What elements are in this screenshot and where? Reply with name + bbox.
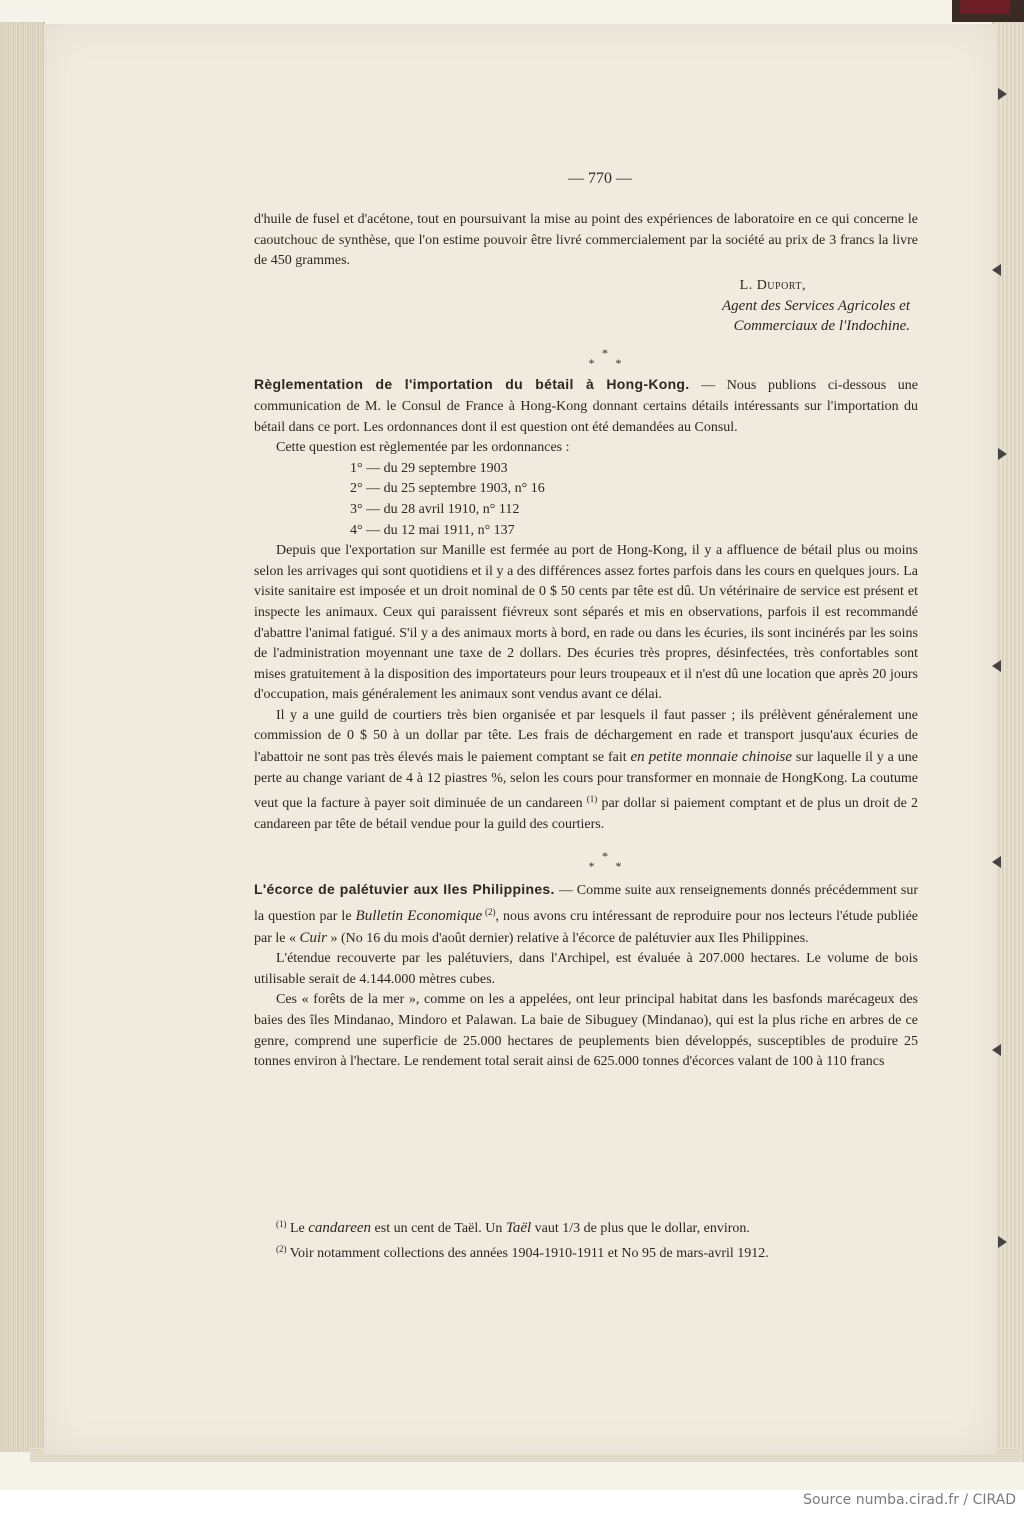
text-run: sur laquelle il y a une perte au change variant de 4 à 12 piastres %, selon les cours pour transformer en monnaie de HongKong. La coutume veut que la facture à payer soit diminuée de un candareen [254, 750, 918, 812]
separator-top-star: * [602, 849, 608, 864]
italic-title: Bulletin Economique [355, 908, 483, 925]
section1-lead-text: — Nous publions ci-dessous une communication de M. le Consul de France à Hong-Kong donnant certains détails intéressants sur l'importation du bétail dans ce port. Les ordonnances dont il est question ont été demandées au Consul. [254, 378, 919, 435]
page-stack-left [0, 22, 45, 1452]
signature-name: L. Duport, [739, 277, 806, 293]
text-run: » (No 16 du mois d'août dernier) relative à l'écorce de palétuvier aux Iles Philippines. [327, 930, 809, 946]
separator-star-pair: * * [588, 859, 622, 874]
text-run: par dollar si paiement comptant et de plus un droit de 2 candareen par tête de bétail vendue pour la guild des courtiers. [254, 796, 918, 832]
text-run: est un cent de Taël. Un [371, 1221, 506, 1236]
page-body [254, 210, 918, 1073]
page-tab-marker [998, 448, 1007, 460]
source-credit: Source numba.cirad.fr / CIRAD [803, 1492, 1016, 1508]
signature-role-line2: Commerciaux de l'Indochine. [733, 318, 910, 335]
text-run: — Comme suite aux renseignements donnés précédemment sur la question par le [254, 883, 918, 925]
page-stack-right [992, 22, 1024, 1462]
text-run: Le [286, 1221, 309, 1236]
signature-role-line1: Agent des Services Agricoles et [722, 298, 910, 315]
italic-title: Cuir [299, 929, 327, 946]
section1-paragraph-3: Depuis que l'exportation sur Manille est fermée au port de Hong-Kong, il y a affluence de bétail plus ou moins selon les arrivages qui sont quotidiens et il y a des différences assez fortes parfois dans les cours en quelques jours. La visite sanitaire est imposée et un droit nominal de 0 $ 50 cents par tête est dû. Un vétérinaire de service est présent et inspecte les animaux. Ceux qui paraissent fiévreux sont séparés et mis en observations, parfois il est recommandé d'abattre l'animal fatigué. S'il y a des animaux morts à bord, en rade ou dans les écuries, ils sont incinérés par les soins de l'administration moyennant une taxe de 2 dollars. Des écuries très propres, désinfectées, très confortables sont mises gratuitement à la disposition des importateurs pour leurs troupeaux et il n'est dû une location que après 20 jours d'occupation, mais généralement les animaux sont vendus avant ce délai. [254, 543, 918, 703]
page-tab-marker [992, 660, 1001, 672]
separator-top-star: * [602, 346, 608, 361]
section2-heading: L'écorce de palétuvier aux Iles Philippines. [254, 881, 555, 898]
footnote-mark: (1) [276, 1219, 287, 1229]
section2-paragraph-2: L'étendue recouverte par les palétuviers, dans l'Archipel, est évaluée à 207.000 hectares. Le volume de bois utilisable serait de 4.144.000 mètres cubes. [254, 951, 918, 987]
page-number: — 770 — [568, 170, 632, 187]
book-spine-band [960, 0, 1010, 14]
intro-paragraph: d'huile de fusel et d'acétone, tout en poursuivant la mise au point des expériences de laboratoire en ce qui concerne le caoutchouc de synthèse, que l'on estime pouvoir être livré commercialement par la société au prix de 3 francs la livre de 450 grammes. [254, 212, 918, 269]
section1-paragraph-2: Cette question est règlementée par les ordonnances : [276, 440, 570, 456]
page-tab-marker [998, 88, 1007, 100]
footnote-reference: (2) [482, 907, 496, 918]
ordinance-item: 2° — du 25 septembre 1903, n° 16 [350, 481, 545, 497]
footnotes [254, 1214, 918, 1264]
page-tab-marker [992, 264, 1001, 276]
footnote-2 [254, 1239, 918, 1264]
italic-term: candareen [308, 1220, 372, 1236]
separator-star-pair: * * [588, 356, 622, 371]
ordinance-item: 3° — du 28 avril 1910, n° 112 [350, 501, 520, 517]
ordinance-item: 1° — du 29 septembre 1903 [350, 460, 508, 476]
text-run: vaut 1/3 de plus que le dollar, environ. [531, 1221, 750, 1236]
footnote-mark: (2) [276, 1244, 287, 1254]
page-tab-marker [992, 1044, 1001, 1056]
text-run: Il y a une guild de courtiers très bien organisée et par lesquels il faut passer ; ils prélèvent généralement une commission de 0 $ 50 à un dollar par tête. Les frais de déchargement en rade et transport jusqu'aux écuries de l'abattoir ne sont pas très élevés mais le paiement comptant se fait [254, 707, 918, 766]
footnote-reference: (1) [586, 794, 598, 805]
section1-paragraph-4 [254, 706, 918, 836]
text-run: Voir notamment collections des années 1904-1910-1911 et No 95 de mars-avril 1912. [286, 1246, 769, 1261]
text-run: , nous avons cru intéressant de reproduire pour nos lecteurs l'étude publiée par le « [254, 909, 919, 946]
section2-paragraph-3: Ces « forêts de la mer », comme on les a appelées, ont leur principal habitat dans les basfonds marécageux des baies des îles Mindanao, Mindoro et Palawan. La baie de Sibuguey (Mindanao), qui est la plus riche en arbres de ce genre, comprend une superficie de 25.000 hectares de peuplements bien développés, susceptibles de produire 25 tonnes environ à l'hectare. Le rendement total serait ainsi de 625.000 tonnes d'écorces valant de 100 à 110 francs [254, 992, 918, 1070]
section-separator [292, 849, 918, 874]
ordinance-item: 4° — du 12 mai 1911, n° 137 [350, 522, 515, 538]
page-tab-marker [998, 1236, 1007, 1248]
section1-heading: Règlementation de l'importation du bétail à Hong-Kong. [254, 376, 690, 393]
ordinance-list [254, 459, 918, 541]
italic-term: Taël [505, 1220, 532, 1236]
italic-phrase: en petite monnaie chinoise [630, 749, 793, 766]
page-tab-marker [992, 856, 1001, 868]
footnote-1 [254, 1214, 918, 1239]
section-separator [292, 346, 918, 371]
